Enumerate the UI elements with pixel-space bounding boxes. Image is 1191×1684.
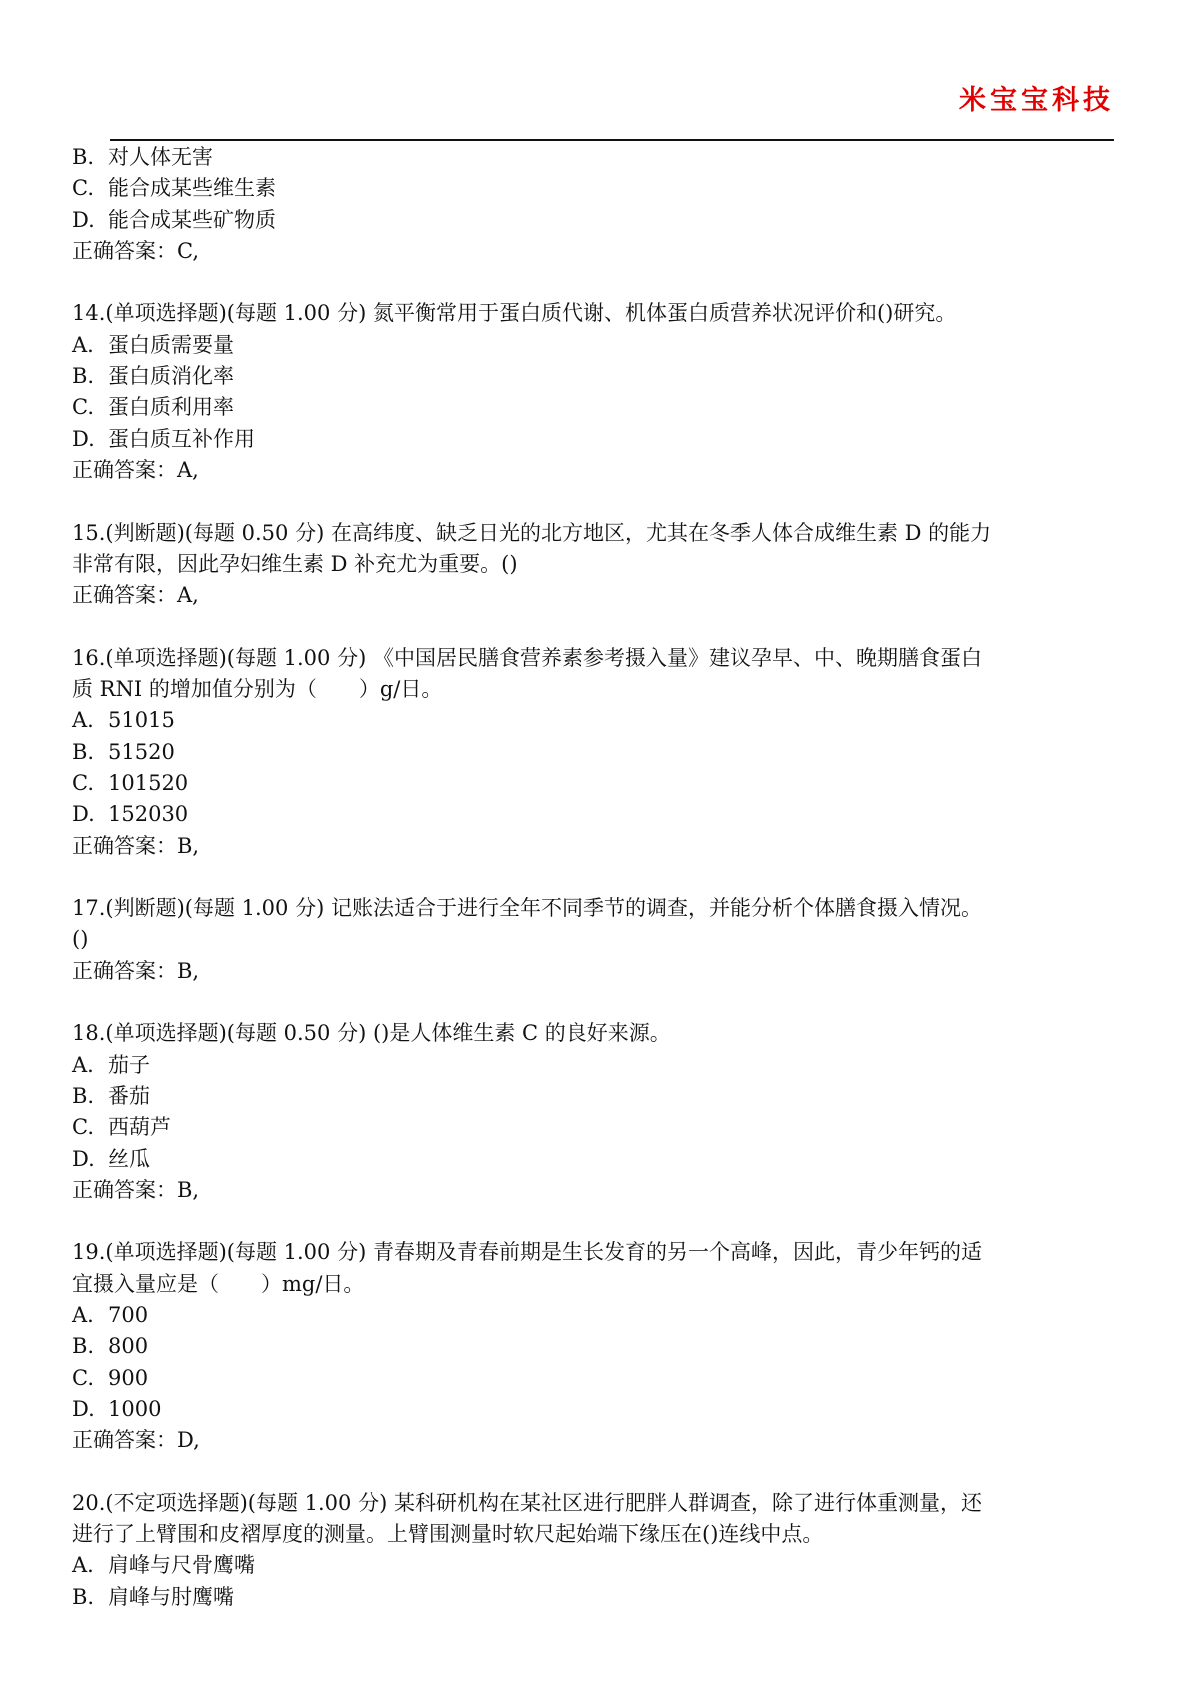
correct-answer: 正确答案：B, — [72, 958, 200, 983]
brand-logo-text: 米宝宝科技 — [959, 85, 1114, 116]
question-15 — [72, 518, 1122, 612]
option-a: A. 51015 — [72, 708, 175, 733]
option-a: A. 700 — [72, 1302, 149, 1327]
option-b: B. 51520 — [72, 739, 175, 764]
correct-answer: 正确答案：B, — [72, 833, 200, 858]
correct-answer: 正确答案：B, — [72, 1177, 200, 1202]
question-stem-line: () — [72, 927, 89, 952]
question-stem-line: 质 RNI 的增加值分别为（ ）g/日。 — [72, 677, 443, 702]
question-20 — [72, 1488, 1122, 1613]
question-stem: 14.(单项选择题)(每题 1.00 分) 氮平衡常用于蛋白质代谢、机体蛋白质营养状况评价和()研究。 — [72, 301, 957, 326]
question-stem-line: 非常有限，因此孕妇维生素 D 补充尤为重要。() — [72, 551, 518, 576]
option-d: D. 152030 — [72, 802, 189, 827]
option-b: B. 对人体无害 — [72, 145, 213, 169]
question-stem: 18.(单项选择题)(每题 0.50 分) ()是人体维生素 C 的良好来源。 — [72, 1021, 671, 1046]
question-stem-line: 16.(单项选择题)(每题 1.00 分) 《中国居民膳食营养素参考摄入量》建议孕早、中、晚期膳食蛋白 — [72, 645, 982, 670]
option-b: B. 800 — [72, 1334, 149, 1359]
question-14 — [72, 298, 1122, 486]
question-stem-line: 17.(判断题)(每题 1.00 分) 记账法适合于进行全年不同季节的调查，并能分析个体膳食摄入情况。 — [72, 896, 982, 921]
correct-answer: 正确答案：A, — [72, 583, 199, 608]
option-c: C. 蛋白质利用率 — [72, 395, 234, 420]
question-16 — [72, 643, 1122, 862]
question-stem-line: 进行了上臂围和皮褶厚度的测量。上臂围测量时软尺起始端下缘压在()连线中点。 — [72, 1522, 824, 1547]
question-19 — [72, 1237, 1122, 1456]
option-d: D. 丝瓜 — [72, 1146, 150, 1171]
option-b: B. 蛋白质消化率 — [72, 364, 234, 389]
question-18 — [72, 1018, 1122, 1206]
option-a: A. 茄子 — [72, 1052, 150, 1077]
option-c: C. 西葫芦 — [72, 1115, 171, 1140]
question-stem-line: 宜摄入量应是（ ）mg/日。 — [72, 1271, 365, 1296]
option-d: D. 能合成某些矿物质 — [72, 207, 276, 232]
header-divider — [110, 139, 1114, 141]
question-stem-line: 19.(单项选择题)(每题 1.00 分) 青春期及青春前期是生长发育的另一个高峰，因此，青少年钙的适 — [72, 1240, 982, 1265]
option-a: A. 肩峰与尺骨鹰嘴 — [72, 1553, 255, 1578]
correct-answer: 正确答案：C, — [72, 238, 199, 263]
option-d: D. 蛋白质互补作用 — [72, 426, 255, 451]
option-d: D. 1000 — [72, 1396, 162, 1421]
correct-answer: 正确答案：A, — [72, 457, 199, 482]
option-c: C. 能合成某些维生素 — [72, 176, 276, 201]
option-a: A. 蛋白质需要量 — [72, 332, 234, 357]
correct-answer: 正确答案：D, — [72, 1428, 200, 1453]
question-list — [72, 142, 1122, 1613]
question-17 — [72, 893, 1122, 987]
option-c: C. 900 — [72, 1365, 149, 1390]
option-b: B. 肩峰与肘鹰嘴 — [72, 1584, 234, 1609]
option-c: C. 101520 — [72, 770, 189, 795]
option-b: B. 番茄 — [72, 1083, 150, 1108]
question-13-tail — [72, 142, 1122, 267]
question-stem-line: 15.(判断题)(每题 0.50 分) 在高纬度、缺乏日光的北方地区，尤其在冬季人体合成维生素 D 的能力 — [72, 520, 992, 545]
question-stem-line: 20.(不定项选择题)(每题 1.00 分) 某科研机构在某社区进行肥胖人群调查，除了进行体重测量，还 — [72, 1490, 982, 1515]
